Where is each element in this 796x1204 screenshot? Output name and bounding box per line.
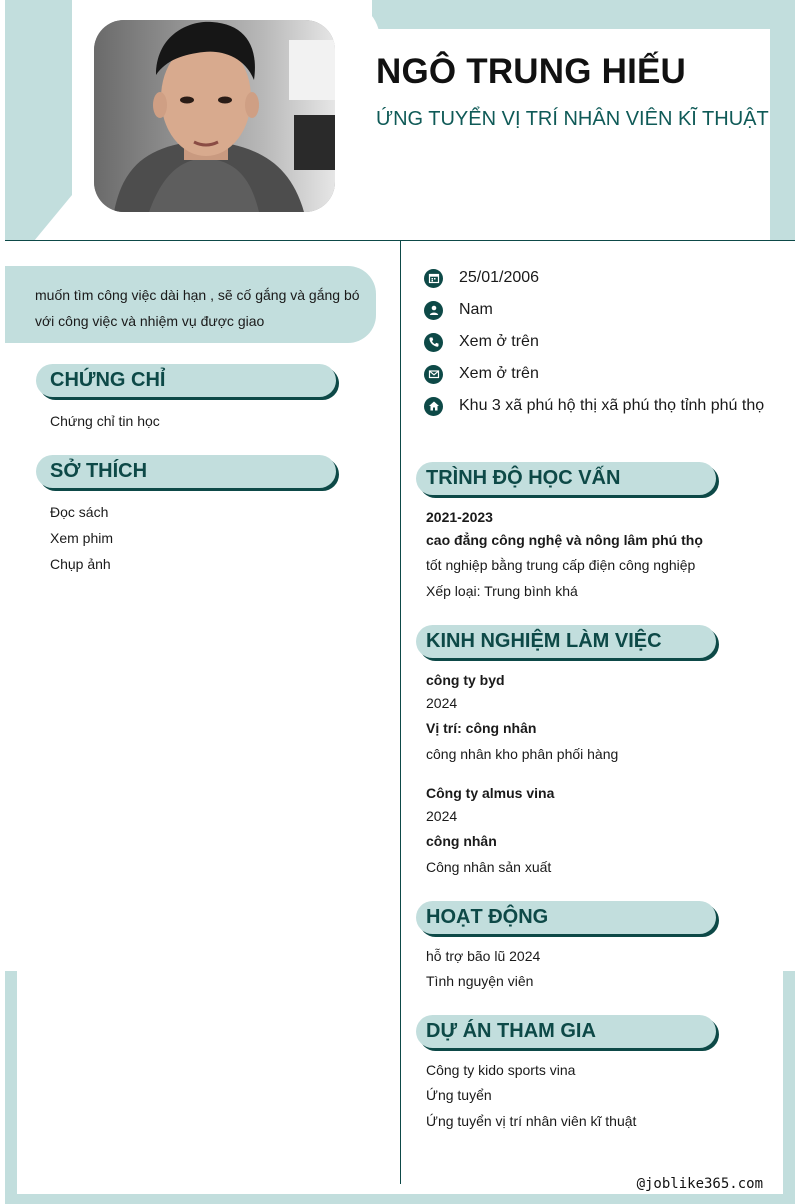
footer-frame-bottom <box>5 1194 795 1204</box>
user-icon <box>424 301 443 320</box>
applied-position: ỨNG TUYỂN VỊ TRÍ NHÂN VIÊN KĨ THUẬT <box>376 108 769 130</box>
phone-icon <box>424 333 443 352</box>
education-school: cao đẳng công nghệ và nông lâm phú thọ <box>426 532 703 548</box>
education-detail: tốt nghiệp bằng trung cấp điện công nghiệp <box>426 557 696 573</box>
job-year: 2024 <box>426 695 458 711</box>
section-title-experience: KINH NGHIỆM LÀM VIỆC <box>416 625 716 658</box>
project-item: Ứng tuyển <box>426 1087 492 1103</box>
job-company: Công ty almus vina <box>426 785 555 801</box>
footer-frame-left <box>5 971 17 1204</box>
contact-text: Xem ở trên <box>459 365 539 382</box>
career-objective: muốn tìm công việc dài hạn , sẽ cố gắng và gắng bó với công việc và nhiệm vụ được giao <box>5 266 376 343</box>
contact-text: Xem ở trên <box>459 333 539 350</box>
contact-text: Khu 3 xã phú hộ thị xã phú thọ tỉnh phú thọ <box>459 397 765 414</box>
calendar-icon <box>424 269 443 288</box>
job-description: công nhân kho phân phối hàng <box>426 746 619 762</box>
hobby-item: Chụp ảnh <box>50 556 111 572</box>
hobby-item: Xem phim <box>50 530 114 546</box>
contact-gender <box>424 299 493 321</box>
contact-birthdate <box>424 267 539 289</box>
contact-email <box>424 363 539 385</box>
education-grade: Xếp loại: Trung bình khá <box>426 583 578 599</box>
section-title-activities: HOẠT ĐỘNG <box>416 901 716 934</box>
hobby-item: Đọc sách <box>50 504 109 520</box>
job-year: 2024 <box>426 808 458 824</box>
contact-address <box>424 395 764 417</box>
watermark: @joblike365.com <box>636 1176 763 1192</box>
certificate-item: Chứng chỉ tin học <box>50 413 160 429</box>
section-title-education: TRÌNH ĐỘ HỌC VẤN <box>416 462 716 495</box>
activity-item: Tình nguyện viên <box>426 973 534 989</box>
job-company: công ty byd <box>426 672 505 688</box>
section-title-projects: DỰ ÁN THAM GIA <box>416 1015 716 1048</box>
footer-frame-right <box>783 971 795 1204</box>
candidate-name: NGÔ TRUNG HIẾU <box>376 52 687 91</box>
section-title-certificates: CHỨNG CHỈ <box>36 364 336 397</box>
contact-text: 25/01/2006 <box>459 269 540 286</box>
job-role: Vị trí: công nhân <box>426 720 537 736</box>
activity-item: hỗ trợ bão lũ 2024 <box>426 948 541 964</box>
project-item: Công ty kido sports vina <box>426 1062 576 1078</box>
email-icon <box>424 365 443 384</box>
contact-phone <box>424 331 539 353</box>
contact-text: Nam <box>459 301 493 318</box>
avatar <box>94 20 335 212</box>
column-divider <box>400 241 401 1184</box>
home-icon <box>424 397 443 416</box>
education-years: 2021-2023 <box>426 509 493 525</box>
job-role: công nhân <box>426 833 497 849</box>
header-corner-triangle <box>30 190 80 241</box>
project-item: Ứng tuyển vị trí nhân viên kĩ thuật <box>426 1113 637 1129</box>
job-description: Công nhân sản xuất <box>426 859 552 875</box>
section-title-hobbies: SỞ THÍCH <box>36 455 336 488</box>
